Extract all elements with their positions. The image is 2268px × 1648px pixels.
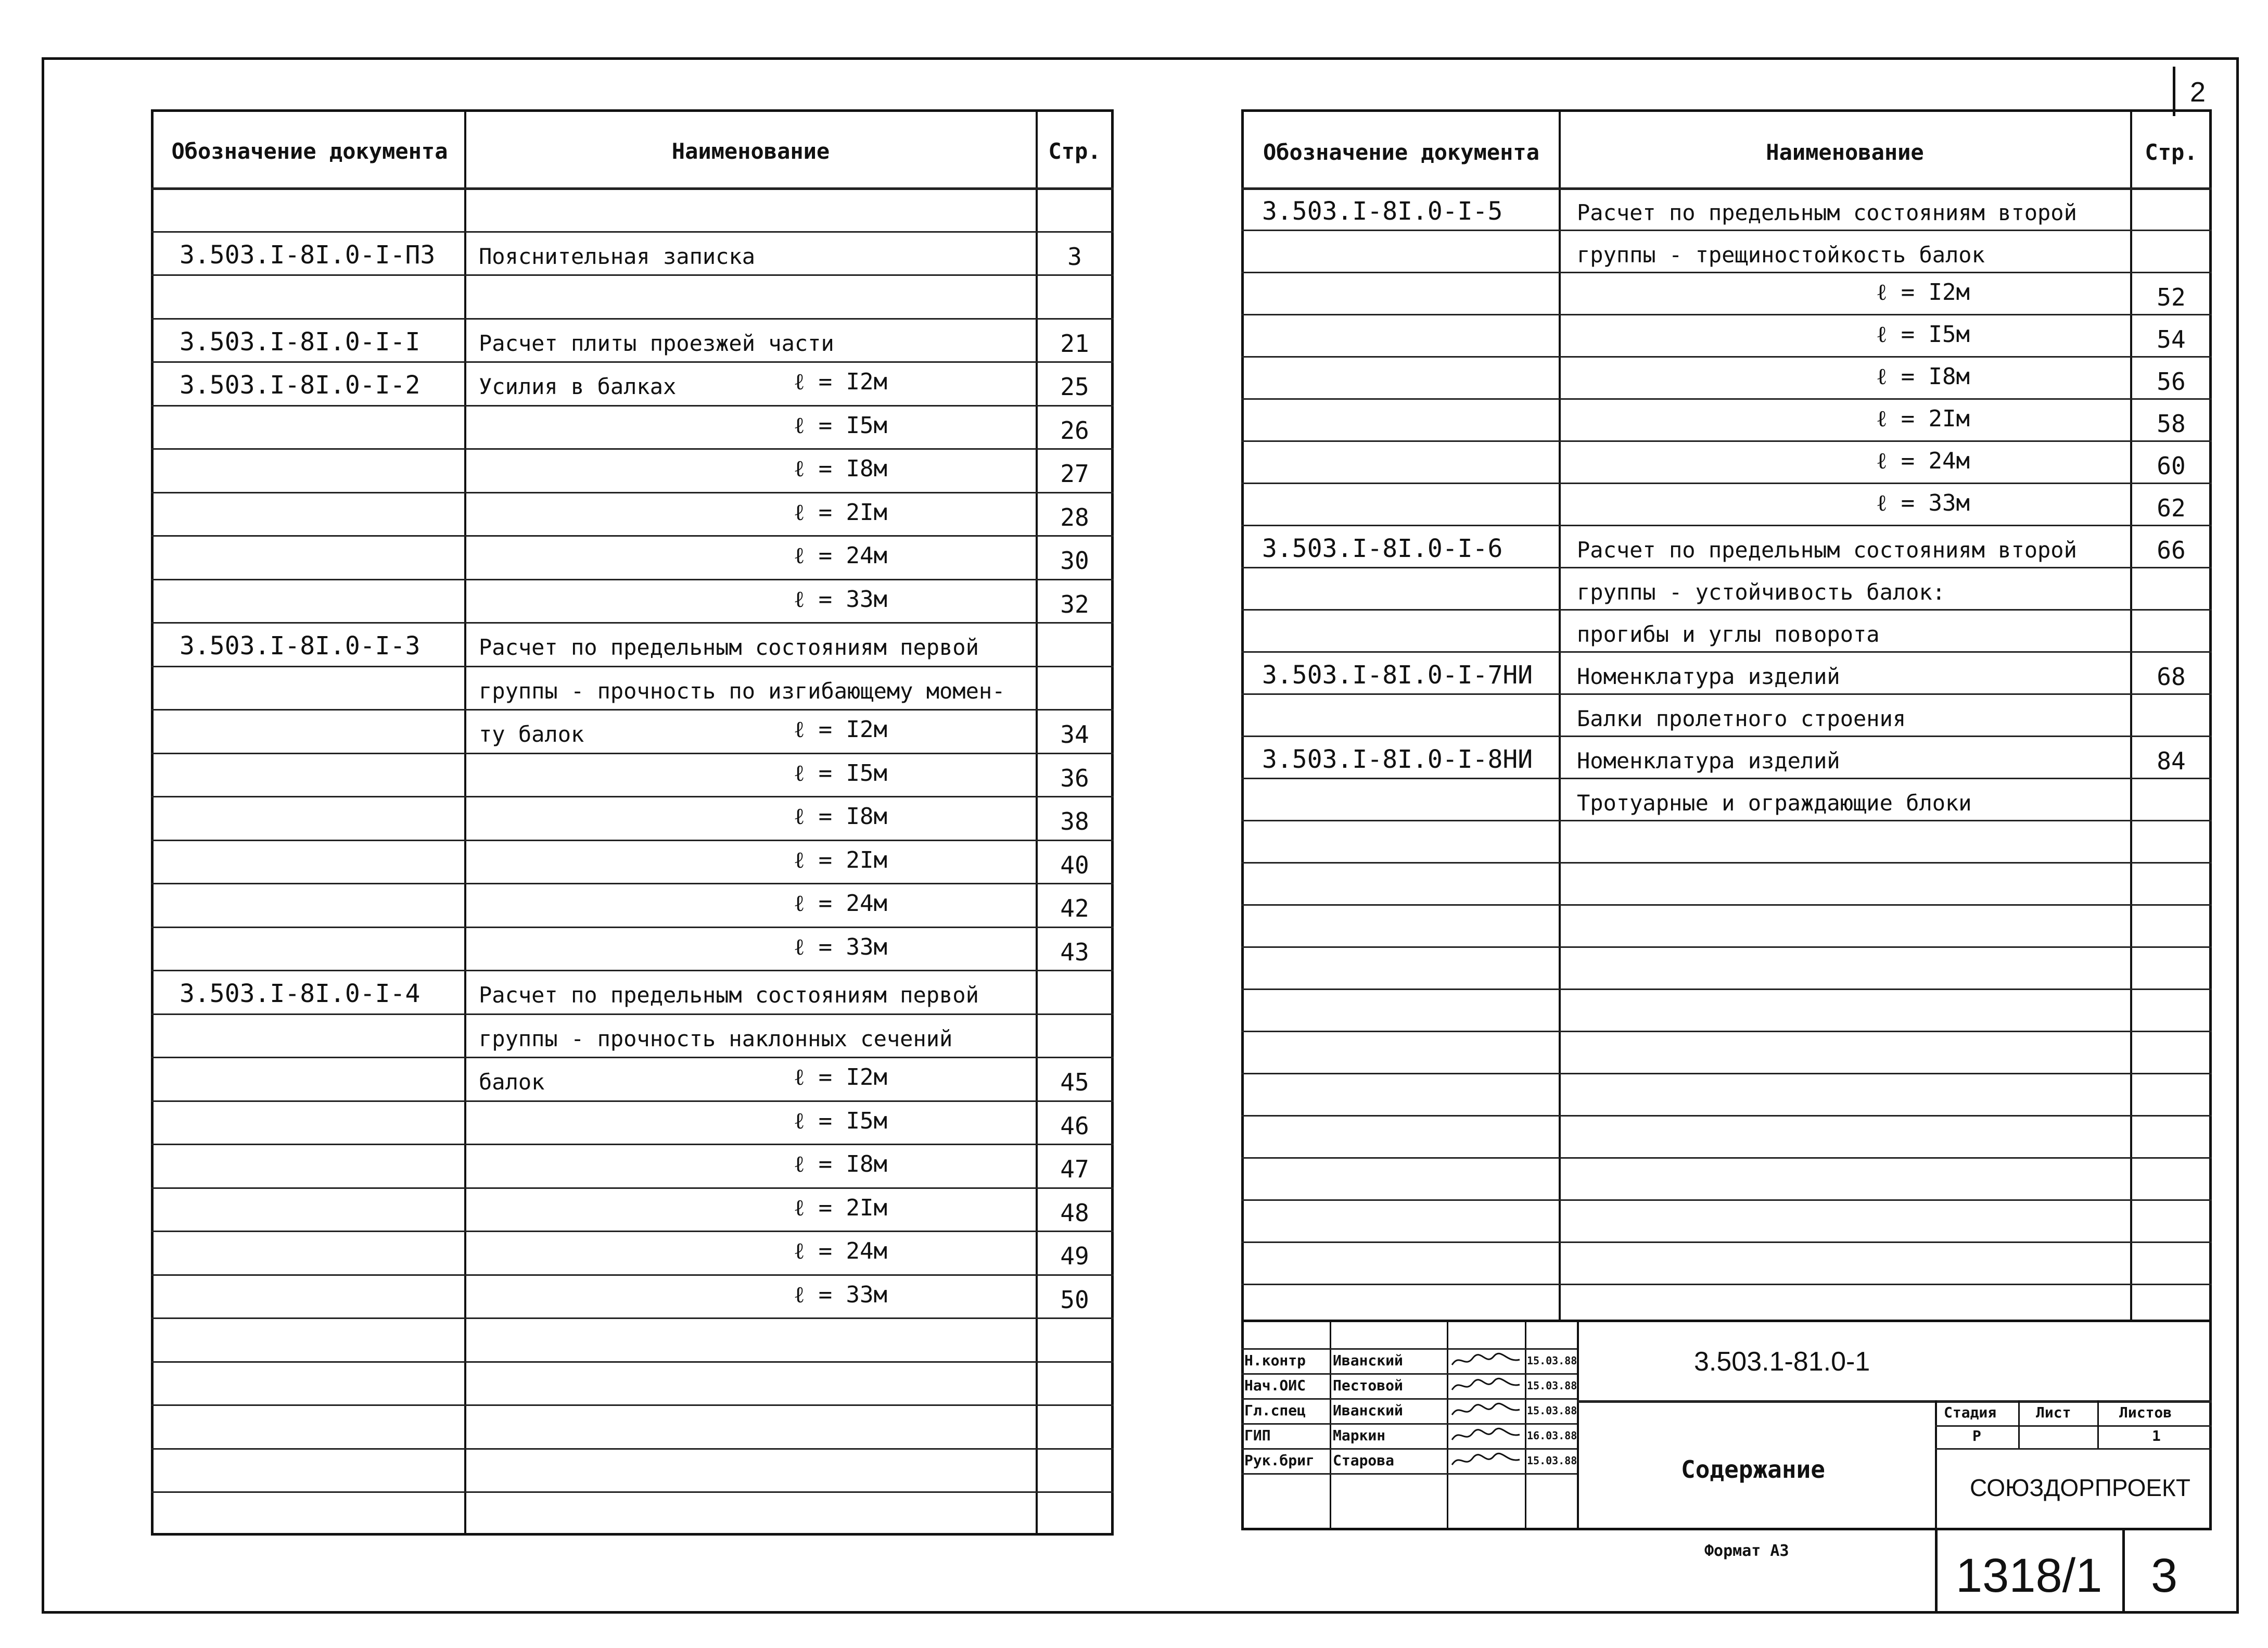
doc-name: балок [479, 1069, 545, 1095]
sheet-number: 2 [2190, 77, 2206, 108]
signer-name: Иванский [1333, 1352, 1403, 1369]
doc-name: группы - прочность по изгибающему момен- [479, 678, 1005, 704]
table-row-line [151, 492, 1114, 493]
doc-name: группы - прочность наклонных сечений [479, 1025, 953, 1051]
table-row-line [1241, 904, 2212, 906]
stamp-stage-line-1 [1935, 1425, 2212, 1427]
table-row-line [151, 1404, 1114, 1406]
table-row-line [151, 1317, 1114, 1319]
table-row-line [1241, 778, 2212, 779]
signature-row-line [1241, 1398, 1577, 1400]
stamp-sheets-label: Листов [2119, 1404, 2172, 1421]
page-number: 27 [1060, 460, 1089, 488]
doc-code: 3.503.I-8I.0-I-4 [180, 979, 421, 1008]
doc-name: Балки пролетного строения [1577, 706, 1906, 731]
doc-name: Номенклатура изделий [1577, 664, 1840, 689]
table-row-line [151, 1187, 1114, 1189]
span-length: ℓ = 2Iм [794, 846, 888, 873]
signature-row-line [1241, 1448, 1577, 1450]
page-number: 84 [2157, 747, 2186, 775]
table-row-line [1241, 398, 2212, 400]
table-row-line [1241, 988, 2212, 990]
table-row-line [1241, 736, 2212, 737]
stamp-stage-div-1 [2018, 1400, 2020, 1448]
page-number: 66 [2157, 536, 2186, 564]
handwritten-signature [1449, 1375, 1522, 1396]
table-row-line [151, 666, 1114, 667]
right-col-divider-1 [1559, 109, 1561, 1322]
table-row-line [151, 622, 1114, 624]
span-length: ℓ = I8м [794, 455, 888, 482]
page-number: 58 [2157, 410, 2186, 438]
signer-role: Гл.спец [1244, 1402, 1306, 1419]
table-row-line [151, 796, 1114, 797]
signature-col-divider [1525, 1320, 1526, 1530]
span-length: ℓ = 33м [1876, 490, 1970, 516]
page-number: 38 [1060, 807, 1089, 835]
table-row-line [1241, 820, 2212, 821]
table-row-line [1241, 440, 2212, 442]
album-number-divider [2122, 1530, 2125, 1614]
table-row-line [1241, 862, 2212, 864]
span-length: ℓ = 2Iм [1876, 405, 1970, 432]
table-row-line [151, 1491, 1114, 1493]
signature-row-line [1241, 1373, 1577, 1375]
span-length: ℓ = I2м [794, 716, 888, 743]
span-length: ℓ = 33м [794, 586, 888, 613]
table-row-line [151, 579, 1114, 580]
page-number: 50 [1060, 1285, 1089, 1314]
page-number: 47 [1060, 1155, 1089, 1183]
table-row-line [1241, 1199, 2212, 1201]
table-row-line [151, 970, 1114, 971]
signer-role: ГИП [1244, 1427, 1271, 1444]
right-header-name: Наименование [1766, 140, 1924, 165]
table-row-line [151, 1448, 1114, 1450]
stamp-doc-code: 3.503.1-81.0-1 [1694, 1347, 1870, 1377]
page-number: 56 [2157, 367, 2186, 396]
table-row-line [151, 535, 1114, 537]
signer-name: Пестовой [1333, 1377, 1403, 1394]
doc-name: прогибы и углы поворота [1577, 622, 1880, 647]
table-row-line [151, 361, 1114, 363]
format-label: Формат А3 [1704, 1542, 1789, 1560]
page-number: 26 [1060, 416, 1089, 445]
span-length: ℓ = I5м [794, 1107, 888, 1134]
span-length: ℓ = I8м [794, 803, 888, 830]
table-row-line [151, 231, 1114, 233]
table-row-line [151, 840, 1114, 841]
handwritten-signature [1449, 1350, 1522, 1371]
span-length: ℓ = 2Iм [794, 1194, 888, 1221]
doc-name: Усилия в балках [479, 374, 677, 399]
span-length: ℓ = I8м [1876, 363, 1970, 390]
doc-name: Пояснительная записка [479, 243, 756, 269]
signer-role: Рук.бриг [1244, 1452, 1315, 1469]
doc-name: Расчет по предельным состояниям первой [479, 635, 979, 660]
signature-top-line [1241, 1348, 1577, 1350]
table-row-line [1241, 1284, 2212, 1285]
doc-name: Расчет по предельным состояниям второй [1577, 200, 2077, 225]
left-header-name: Наименование [671, 138, 830, 164]
page-number: 42 [1060, 894, 1089, 922]
span-length: ℓ = I5м [794, 412, 888, 439]
table-row-line [1241, 525, 2212, 526]
doc-name: группы - трещиностойкость балок [1577, 242, 1985, 268]
signer-role: Нач.ОИС [1244, 1377, 1306, 1394]
stamp-stage-value: Р [1972, 1427, 1981, 1444]
table-row-line [1241, 1031, 2212, 1032]
page-number: 48 [1060, 1198, 1089, 1227]
span-length: ℓ = 24м [794, 890, 888, 917]
span-length: ℓ = 33м [794, 933, 888, 960]
left-header-page: Стр. [1048, 138, 1101, 164]
table-row-line [1241, 946, 2212, 948]
table-row-line [151, 1013, 1114, 1015]
table-row-line [151, 1144, 1114, 1145]
table-row-line [1241, 693, 2212, 695]
doc-name: Расчет плиты проезжей части [479, 330, 834, 356]
table-row-line [1241, 609, 2212, 611]
table-row-line [151, 1057, 1114, 1058]
page-number: 49 [1060, 1242, 1089, 1270]
right-header-page: Стр. [2145, 140, 2198, 165]
doc-code: 3.503.I-8I.0-I-7НИ [1262, 661, 1533, 690]
signature-date: 15.03.88 [1527, 1404, 1577, 1417]
page-number: 54 [2157, 325, 2186, 353]
table-row-line [151, 274, 1114, 276]
span-length: ℓ = 24м [794, 1238, 888, 1264]
right-header-designation: Обозначение документа [1263, 140, 1539, 165]
doc-code: 3.503.I-8I.0-I-5 [1262, 197, 1503, 226]
sheet-number-box [2173, 67, 2233, 116]
doc-name: группы - устойчивость балок: [1577, 579, 1946, 605]
stamp-divider-org [1935, 1400, 1937, 1530]
span-length: ℓ = 24м [1876, 448, 1970, 474]
table-row-line [151, 927, 1114, 928]
table-row-line [1241, 651, 2212, 653]
stamp-sheets-value: 1 [2152, 1427, 2161, 1444]
signature-date: 15.03.88 [1527, 1379, 1577, 1392]
table-row-line [1241, 1073, 2212, 1074]
page-number: 36 [1060, 764, 1089, 792]
table-row-line [151, 709, 1114, 711]
page-number: 3 [1067, 242, 1082, 271]
doc-name: Номенклатура изделий [1577, 748, 1840, 774]
page-number: 25 [1060, 373, 1089, 401]
span-length: ℓ = 2Iм [794, 499, 888, 526]
table-row-line [1241, 1115, 2212, 1117]
page-number: 43 [1060, 937, 1089, 966]
page-number: 62 [2157, 494, 2186, 522]
page-number: 28 [1060, 503, 1089, 531]
doc-code: 3.503.I-8I.0-I-8НИ [1262, 745, 1533, 774]
table-row-line [1241, 230, 2212, 231]
page-number: 30 [1060, 547, 1089, 575]
doc-name: Расчет по предельным состояниям второй [1577, 537, 2077, 563]
table-row-line [151, 448, 1114, 450]
table-row-line [151, 753, 1114, 754]
table-row-line [1241, 272, 2212, 273]
stamp-stage-line-2 [1935, 1448, 2212, 1450]
handwritten-signature [1449, 1450, 1522, 1471]
span-length: ℓ = I2м [794, 369, 888, 395]
signature-row-line [1241, 1473, 1577, 1475]
span-length: ℓ = I5м [794, 759, 888, 787]
page-number: 45 [1060, 1068, 1089, 1096]
span-length: ℓ = 24м [794, 542, 888, 569]
right-header-line [1241, 187, 2212, 190]
page-number: 32 [1060, 590, 1089, 618]
page-number: 21 [1060, 329, 1089, 358]
table-row-line [151, 883, 1114, 884]
span-length: ℓ = 33м [794, 1281, 888, 1308]
album-page: 3 [2151, 1549, 2178, 1602]
span-length: ℓ = I5м [1876, 321, 1970, 348]
album-number: 1318/1 [1956, 1549, 2103, 1602]
handwritten-signature [1449, 1400, 1522, 1421]
stamp-sheet-label: Лист [2036, 1404, 2071, 1421]
signature-date: 15.03.88 [1527, 1354, 1577, 1367]
page-number: 52 [2157, 283, 2186, 311]
signature-date: 16.03.88 [1527, 1429, 1577, 1442]
contents-table-left [151, 109, 1114, 1536]
span-length: ℓ = I8м [794, 1151, 888, 1177]
handwritten-signature [1449, 1425, 1522, 1446]
span-length: ℓ = I2м [1876, 279, 1970, 306]
stamp-stage-label: Стадия [1944, 1404, 1997, 1421]
signer-name: Маркин [1333, 1427, 1386, 1444]
page-number: 40 [1060, 851, 1089, 879]
doc-name: Расчет по предельным состояниям первой [479, 982, 979, 1008]
signer-role: Н.контр [1244, 1352, 1306, 1369]
table-row-line [151, 1274, 1114, 1276]
page-number: 34 [1060, 720, 1089, 749]
stamp-org: СОЮЗДОРПРОЕКТ [1970, 1474, 2190, 1501]
doc-code: 3.503.I-8I.0-I-3 [180, 631, 421, 661]
table-row-line [1241, 567, 2212, 568]
doc-name: ту балок [479, 721, 584, 747]
left-col-divider-1 [464, 109, 466, 1536]
span-length: ℓ = I2м [794, 1064, 888, 1091]
doc-code: 3.503.I-8I.0-I-ПЗ [180, 240, 436, 270]
table-row-line [151, 1361, 1114, 1363]
signature-col-divider [1447, 1320, 1448, 1530]
table-row-line [151, 405, 1114, 407]
stamp-title: Содержание [1681, 1455, 1825, 1484]
stamp-stage-div-2 [2097, 1400, 2099, 1448]
stamp-divider-main [1577, 1320, 1579, 1530]
table-row-line [151, 1231, 1114, 1232]
table-row-line [1241, 483, 2212, 484]
left-header-line [151, 187, 1114, 190]
page-number: 60 [2157, 452, 2186, 480]
signature-date: 15.03.88 [1527, 1454, 1577, 1467]
table-row-line [1241, 1157, 2212, 1159]
table-row-line [151, 318, 1114, 320]
doc-code: 3.503.I-8I.0-I-2 [180, 371, 421, 400]
doc-code: 3.503.I-8I.0-I-I [180, 327, 421, 357]
table-row-line [1241, 1241, 2212, 1243]
page-number: 46 [1060, 1111, 1089, 1140]
left-header-designation: Обозначение документа [171, 138, 448, 164]
album-number-box [1935, 1530, 2234, 1614]
signature-row-line [1241, 1423, 1577, 1425]
left-col-divider-2 [1036, 109, 1038, 1536]
signer-name: Иванский [1333, 1402, 1403, 1419]
table-row-line [1241, 314, 2212, 315]
signature-col-divider [1330, 1320, 1331, 1530]
table-row-line [1241, 356, 2212, 358]
page-number: 68 [2157, 663, 2186, 691]
signer-name: Старова [1333, 1452, 1395, 1469]
right-col-divider-2 [2130, 109, 2132, 1322]
doc-name: Тротуарные и ограждающие блоки [1577, 790, 1972, 816]
table-row-line [151, 1100, 1114, 1102]
stamp-code-line [1577, 1400, 2212, 1403]
doc-code: 3.503.I-8I.0-I-6 [1262, 534, 1503, 563]
